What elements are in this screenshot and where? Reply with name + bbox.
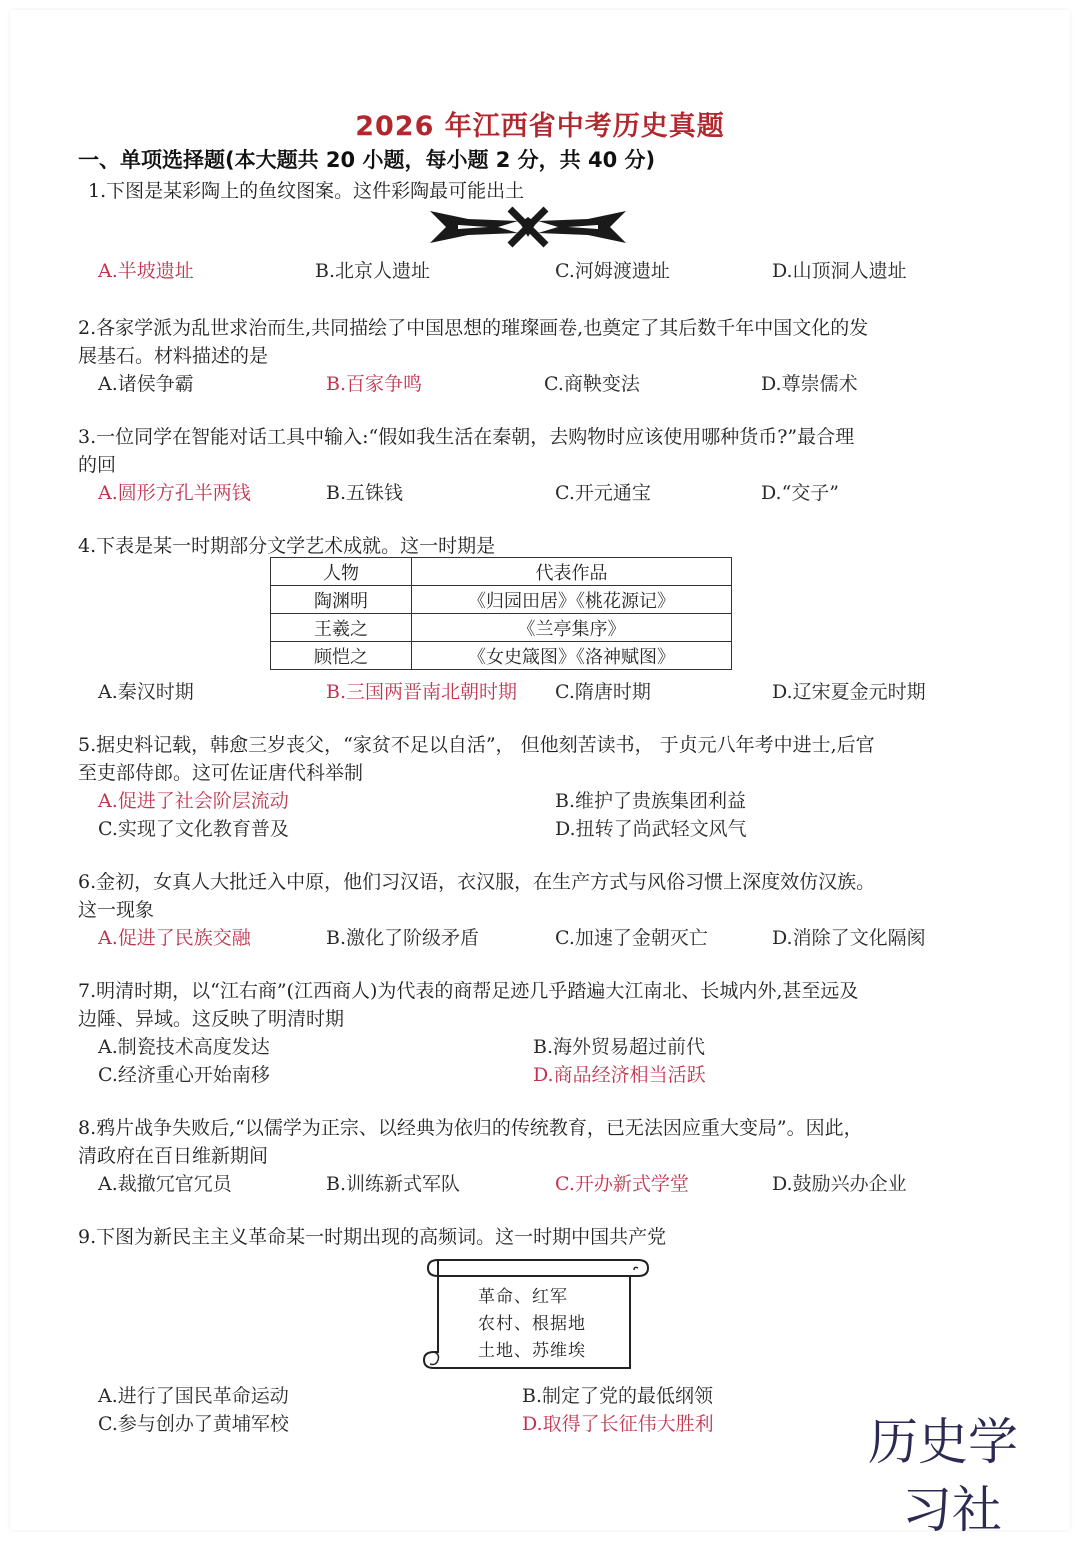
q5-stem-line2: 至吏部侍郎。这可佐证唐代科举制: [78, 762, 364, 784]
q3-option-d: D.“交子”: [761, 482, 840, 504]
watermark-line1: 历史学: [868, 1413, 1018, 1471]
q7-option-b: B.海外贸易超过前代: [533, 1036, 706, 1058]
q8-stem-line2: 清政府在百日维新期间: [78, 1145, 269, 1167]
q7-option-c: C.经济重心开始南移: [98, 1064, 270, 1086]
scroll-line: 革命、红军: [478, 1287, 568, 1307]
q9-option-d: D.取得了长征伟大胜利: [522, 1413, 714, 1435]
scroll-line: 农村、根据地: [478, 1314, 586, 1334]
q6-option-d: D.消除了文化隔阂: [772, 927, 926, 949]
q7-option-d: D.商品经济相当活跃: [533, 1064, 706, 1086]
q4-option-d: D.辽宋夏金元时期: [772, 681, 926, 703]
q5-stem-line1: 5.据史料记载，韩愈三岁丧父，“家贫不足以自活”， 但他刻苦读书， 于贞元八年考中进士,后官: [78, 734, 875, 756]
q9-option-c: C.参与创办了黄埔军校: [98, 1413, 289, 1435]
q4-option-b: B.三国两晋南北朝时期: [326, 681, 518, 703]
table-cell: 王羲之: [271, 614, 412, 642]
q2-stem-line2: 展基石。材料描述的是: [78, 345, 269, 367]
table-header-row: [271, 558, 732, 586]
q6-option-b: B.激化了阶级矛盾: [326, 927, 480, 949]
q2-option-b: B.百家争鸣: [326, 373, 423, 395]
q6-stem-line1: 6.金初，女真人大批迁入中原，他们习汉语，衣汉服，在生产方式与风俗习惯上深度效仿汉族。: [78, 871, 876, 893]
q5-option-b: B.维护了贵族集团利益: [555, 790, 747, 812]
q4-option-c: C.隋唐时期: [555, 681, 651, 703]
table-cell: 《归园田居》《桃花源记》: [412, 586, 732, 614]
table-row: [271, 642, 732, 670]
q6-option-c: C.加速了金朝灭亡: [555, 927, 708, 949]
q4-stem: 4.下表是某一时期部分文学艺术成就。这一时期是: [78, 535, 496, 557]
works-table: [270, 557, 732, 670]
q8-stem-line1: 8.鸦片战争失败后,“以儒学为正宗、以经典为依归的传统教育，已无法因应重大变局”。因此，: [78, 1117, 863, 1139]
q3-option-a: A.圆形方孔半两钱: [98, 482, 251, 504]
table-header-works: 代表作品: [412, 558, 732, 586]
page-title: 2026 年江西省中考历史真题: [355, 111, 725, 142]
q9-option-a: A.进行了国民革命运动: [98, 1385, 289, 1407]
table-row: [271, 614, 732, 642]
q8-option-b: B.训练新式军队: [326, 1173, 461, 1195]
q2-stem-line1: 2.各家学派为乱世求治而生,共同描绘了中国思想的璀璨画卷,也奠定了其后数千年中国文化的发: [78, 317, 869, 339]
table-header-person: 人物: [271, 558, 412, 586]
q3-stem-line1: 3.一位同学在智能对话工具中输入:“假如我生活在秦朝，去购物时应该使用哪种货币?”最合理: [78, 426, 855, 448]
q9-stem: 9.下图为新民主主义革命某一时期出现的高频词。这一时期中国共产党: [78, 1226, 667, 1248]
q3-stem-line2: 的回: [78, 454, 117, 476]
q4-option-a: A.秦汉时期: [98, 681, 194, 703]
q1-option-c: C.河姆渡遗址: [555, 260, 670, 282]
q1-option-b: B.北京人遗址: [315, 260, 431, 282]
q3-option-c: C.开元通宝: [555, 482, 651, 504]
q8-option-a: A.裁撤冗官冗员: [98, 1173, 232, 1195]
q6-stem-line2: 这一现象: [78, 899, 155, 921]
q7-stem-line2: 边陲、异域。这反映了明清时期: [78, 1008, 345, 1030]
q3-option-b: B.五铢钱: [326, 482, 404, 504]
q1-stem: 1.下图是某彩陶上的鱼纹图案。这件彩陶最可能出土: [88, 180, 525, 202]
q7-stem-line1: 7.明清时期，以“江右商”(江西商人)为代表的商帮足迹几乎踏遍大江南北、长城内外,甚至远及: [78, 980, 859, 1002]
q5-option-d: D.扭转了尚武轻文风气: [555, 818, 747, 840]
table-row: [271, 586, 732, 614]
fish-pattern-icon: [428, 203, 628, 251]
table-cell: 《兰亭集序》: [412, 614, 732, 642]
q8-option-c: C.开办新式学堂: [555, 1173, 689, 1195]
q1-option-d: D.山顶洞人遗址: [772, 260, 907, 282]
table-cell: 《女史箴图》《洛神赋图》: [412, 642, 732, 670]
section-heading: 一、单项选择题(本大题共 20 小题，每小题 2 分，共 40 分): [78, 148, 656, 172]
q7-option-a: A.制瓷技术高度发达: [98, 1036, 270, 1058]
watermark-line2: 习社: [902, 1481, 1002, 1539]
q5-option-a: A.促进了社会阶层流动: [98, 790, 289, 812]
q2-option-d: D.尊崇儒术: [761, 373, 858, 395]
table-cell: 陶渊明: [271, 586, 412, 614]
q2-option-a: A.诸侯争霸: [98, 373, 194, 395]
q9-option-b: B.制定了党的最低纲领: [522, 1385, 714, 1407]
q5-option-c: C.实现了文化教育普及: [98, 818, 289, 840]
q2-option-c: C.商鞅变法: [544, 373, 640, 395]
q1-option-a: A.半坡遗址: [98, 260, 194, 282]
q6-option-a: A.促进了民族交融: [98, 927, 251, 949]
scroll-line: 土地、苏维埃: [478, 1341, 586, 1361]
q8-option-d: D.鼓励兴办企业: [772, 1173, 907, 1195]
table-cell: 顾恺之: [271, 642, 412, 670]
